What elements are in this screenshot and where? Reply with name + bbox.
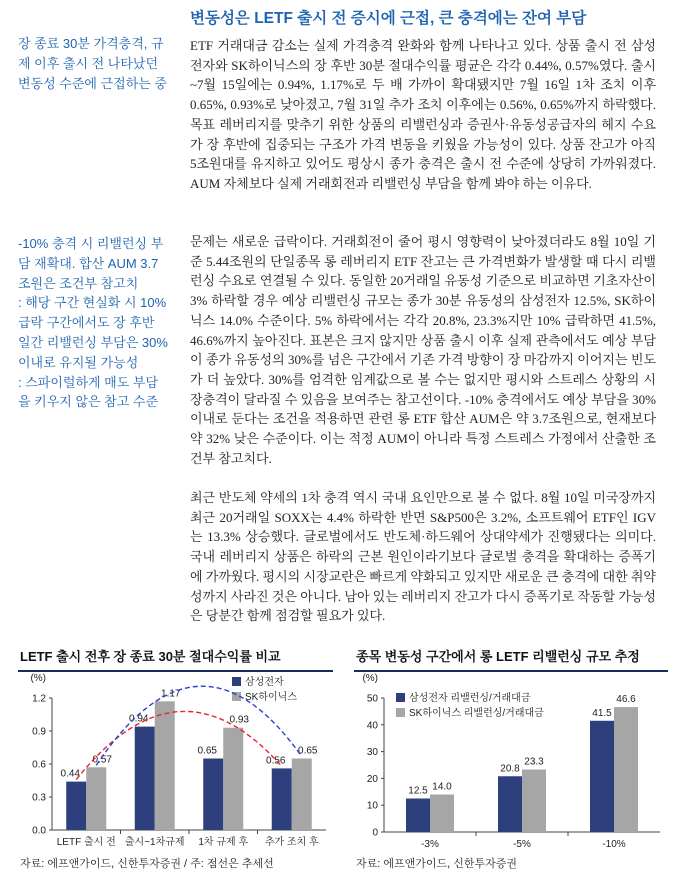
chart1-data-label: 1.17 [161, 688, 181, 700]
chart1-bar-series2 [223, 728, 243, 830]
side-note-volatility: 장 종료 30분 가격충격, 규제 이후 출시 전 나타났던 변동성 수준에 근접하는 중 [18, 36, 167, 91]
chart2-data-label: 12.5 [408, 785, 428, 797]
chart1-bar-series2 [155, 701, 175, 830]
chart1-x-tick-label: LETF 출시 전 [56, 837, 116, 848]
chart2-x-tick-label: -5% [513, 839, 531, 850]
chart1-y-tick-label: 0.0 [32, 825, 46, 837]
chart1-bar-series1 [135, 727, 155, 830]
chart2-x-tick-label: -10% [602, 839, 626, 850]
chart2-data-label: 46.6 [616, 694, 636, 706]
chart2-bar-series2 [614, 707, 638, 832]
chart2-y-tick-label: 0 [372, 827, 378, 839]
chart1-data-label: 0.65 [298, 745, 318, 757]
chart2-data-label: 20.8 [500, 763, 520, 775]
body-paragraph-3: 최근 반도체 약세의 1차 충격 역시 국내 요인만으로 볼 수 없다. 8월 10일 미국장까지 최근 20거래일 SOXX는 4.4% 하락한 반면 S&P500은 3.2%, 소프트웨어 ETF인 IGV는 13.3% 상승했다. 글로벌에서도 반도체·하드웨어 상대약세가 진행됐다는 의미다. 국내 레버리지 상품은 하락의 근본 원인이라기보다 글로벌 충격을 확대하는 증폭기에 가까웠다. 평시의 시장교란은 빠르게 약화되고 있지만 새로운 큰 충격에 대한 취약성까지 사라진 것은 아니다. 남아 있는 레버리지 잔고가 다시 증폭기로 작동할 가능성은 당분간 함께 점검할 필요가 있다. [190, 490, 656, 624]
chart1-bar-series1 [272, 768, 292, 830]
chart2-title: 종목 변동성 구간에서 롱 LETF 리밸런싱 규모 추정 [356, 649, 640, 664]
chart1-bar-series2 [292, 759, 312, 831]
chart1-x-tick-label: 추가 조치 후 [264, 837, 319, 848]
chart2-legend-label: 삼성전자 리밸런싱/거래대금 [409, 693, 531, 704]
chart1-data-label: 0.56 [266, 755, 286, 767]
chart1-source: 자료: 에프앤가이드, 신한투자증권 / 주: 점선은 추세선 [20, 858, 274, 870]
chart2-rebalancing-scale [354, 672, 668, 852]
body-paragraph-1: ETF 거래대금 감소는 실제 가격충격 완화와 함께 나타나고 있다. 상품 출시 전 삼성전자와 SK하이닉스의 장 후반 30분 절대수익률 평균은 각각 0.44%, 0.57%였다. 출시~7월 15일에는 0.94%, 1.17%로 두 배 가까이 확대됐지만 7월 16일 1차 조치 이후 0.65%, 0.93%로 낮아졌고, 7월 31일 추가 조치 이후에는 0.56%, 0.65%까지 하락했다. 목표 레버리지를 맞추기 위한 상품의 리밸런싱과 증권사·유동성공급자의 헤지 수요가 장 후반에 집중되는 구조가 가격 변동을 키웠을 가능성이 있다. 상품 잔고가 아직 5조원대를 유지하고 있어도 평상시 종가 충격은 출시 전 수준에 상당히 가까워졌다. AUM 자체보다 실제 거래회전과 리밸런싱 부담을 함께 봐야 하는 이유다. [190, 38, 656, 191]
chart2-legend-swatch [396, 693, 405, 702]
chart1-y-axis-label: (%) [30, 673, 46, 684]
chart1-trendline-series1 [76, 711, 282, 779]
chart2-data-label: 41.5 [592, 707, 612, 719]
chart2-y-tick-label: 50 [366, 693, 378, 705]
chart2-data-label: 23.3 [524, 756, 544, 768]
chart1-legend-label: 삼성전자 [245, 677, 284, 688]
chart1-y-tick-label: 0.6 [32, 759, 46, 771]
chart1-legend-swatch [232, 677, 241, 686]
chart1-y-tick-label: 0.3 [32, 792, 46, 804]
chart2-data-label: 14.0 [432, 781, 452, 793]
chart1-x-tick-label: 출시~1차규제 [124, 837, 185, 848]
chart1-data-label: 0.94 [129, 713, 149, 725]
chart2-bar-series1 [590, 721, 614, 832]
chart2-legend-label: SK하이닉스 리밸런싱/거래대금 [409, 708, 544, 719]
chart2-y-tick-label: 30 [366, 747, 378, 759]
chart2-bar-series2 [430, 794, 454, 832]
chart1-y-tick-label: 1.2 [32, 693, 46, 705]
section-heading: 변동성은 LETF 출시 전 증시에 근접, 큰 충격에는 잔여 부담 [190, 10, 587, 27]
chart1-x-tick-label: 1차 규제 후 [198, 837, 249, 848]
chart2-y-tick-label: 10 [366, 800, 378, 812]
chart2-bar-series1 [498, 776, 522, 832]
chart1-data-label: 0.93 [229, 714, 249, 726]
side-note-rebalancing: -10% 충격 시 리밸런싱 부담 재확대. 합산 AUM 3.7조원은 조건부 참고치 : 해당 구간 현실화 시 10% 급락 구간에서도 장 후반 일간 리밸런싱 부담은 30% 이내로 유지될 가능성 : 스파이럴하게 매도 부담을 키우지 않은 참고 수준 [18, 236, 168, 410]
chart1-bar-series1 [203, 759, 223, 831]
chart1-data-label: 0.57 [92, 754, 112, 766]
chart2-x-tick-label: -3% [421, 839, 439, 850]
chart1-absolute-return [18, 672, 333, 852]
chart2-y-tick-label: 20 [366, 773, 378, 785]
chart1-y-tick-label: 0.9 [32, 726, 46, 738]
chart1-data-label: 0.44 [60, 768, 80, 780]
chart1-data-label: 0.65 [197, 745, 217, 757]
chart1-bar-series2 [86, 767, 106, 830]
chart1-bar-series1 [66, 782, 86, 830]
chart2-legend-swatch [396, 708, 405, 717]
chart2-bar-series2 [522, 770, 546, 832]
chart1-legend-label: SK하이닉스 [245, 692, 297, 703]
chart1-title: LETF 출시 전후 장 종료 30분 절대수익률 비교 [20, 649, 281, 664]
chart2-bar-series1 [406, 799, 430, 833]
body-paragraph-2: 문제는 새로운 급락이다. 거래회전이 줄어 평시 영향력이 낮아졌더라도 8월 10일 기준 5.44조원의 단일종목 롱 레버리지 ETF 잔고는 큰 가격변화가 발생할 때 다시 리밸런싱 수요로 연결될 수 있다. 동일한 20거래일 유동성 기준으로 비교하면 기초자산이 3% 하락할 경우 예상 리밸런싱 규모는 종가 30분 유동성의 삼성전자 12.5%, SK하이닉스 14.0% 수준이다. 5% 하락에서는 각각 20.8%, 23.3%지만 10% 급락하면 41.5%, 46.6%까지 높아진다. 표본은 크지 않지만 상품 출시 이후 실제 관측에서도 예상 부담이 종가 유동성의 30%를 넘은 구간에서 기존 가격 방향이 장 마감까지 이어지는 빈도가 더 높았다. 30%를 엄격한 임계값으로 볼 수는 없지만 평시와 스트레스 상황의 시장충격이 달라질 수 있음을 보여주는 참고선이다. -10% 충격에서도 예상 부담을 30% 이내로 둔다는 조건을 적용하면 관련 롱 ETF 합산 AUM은 약 3.7조원으로, 현재보다 약 32% 낮은 수준이다. 이는 적정 AUM이 아니라 특정 스트레스 가정에서 산출한 조건부 참고치다. [190, 234, 656, 466]
chart2-y-axis-label: (%) [362, 673, 378, 684]
chart2-source: 자료: 에프앤가이드, 신한투자증권 [356, 858, 517, 870]
chart2-y-tick-label: 40 [366, 720, 378, 732]
